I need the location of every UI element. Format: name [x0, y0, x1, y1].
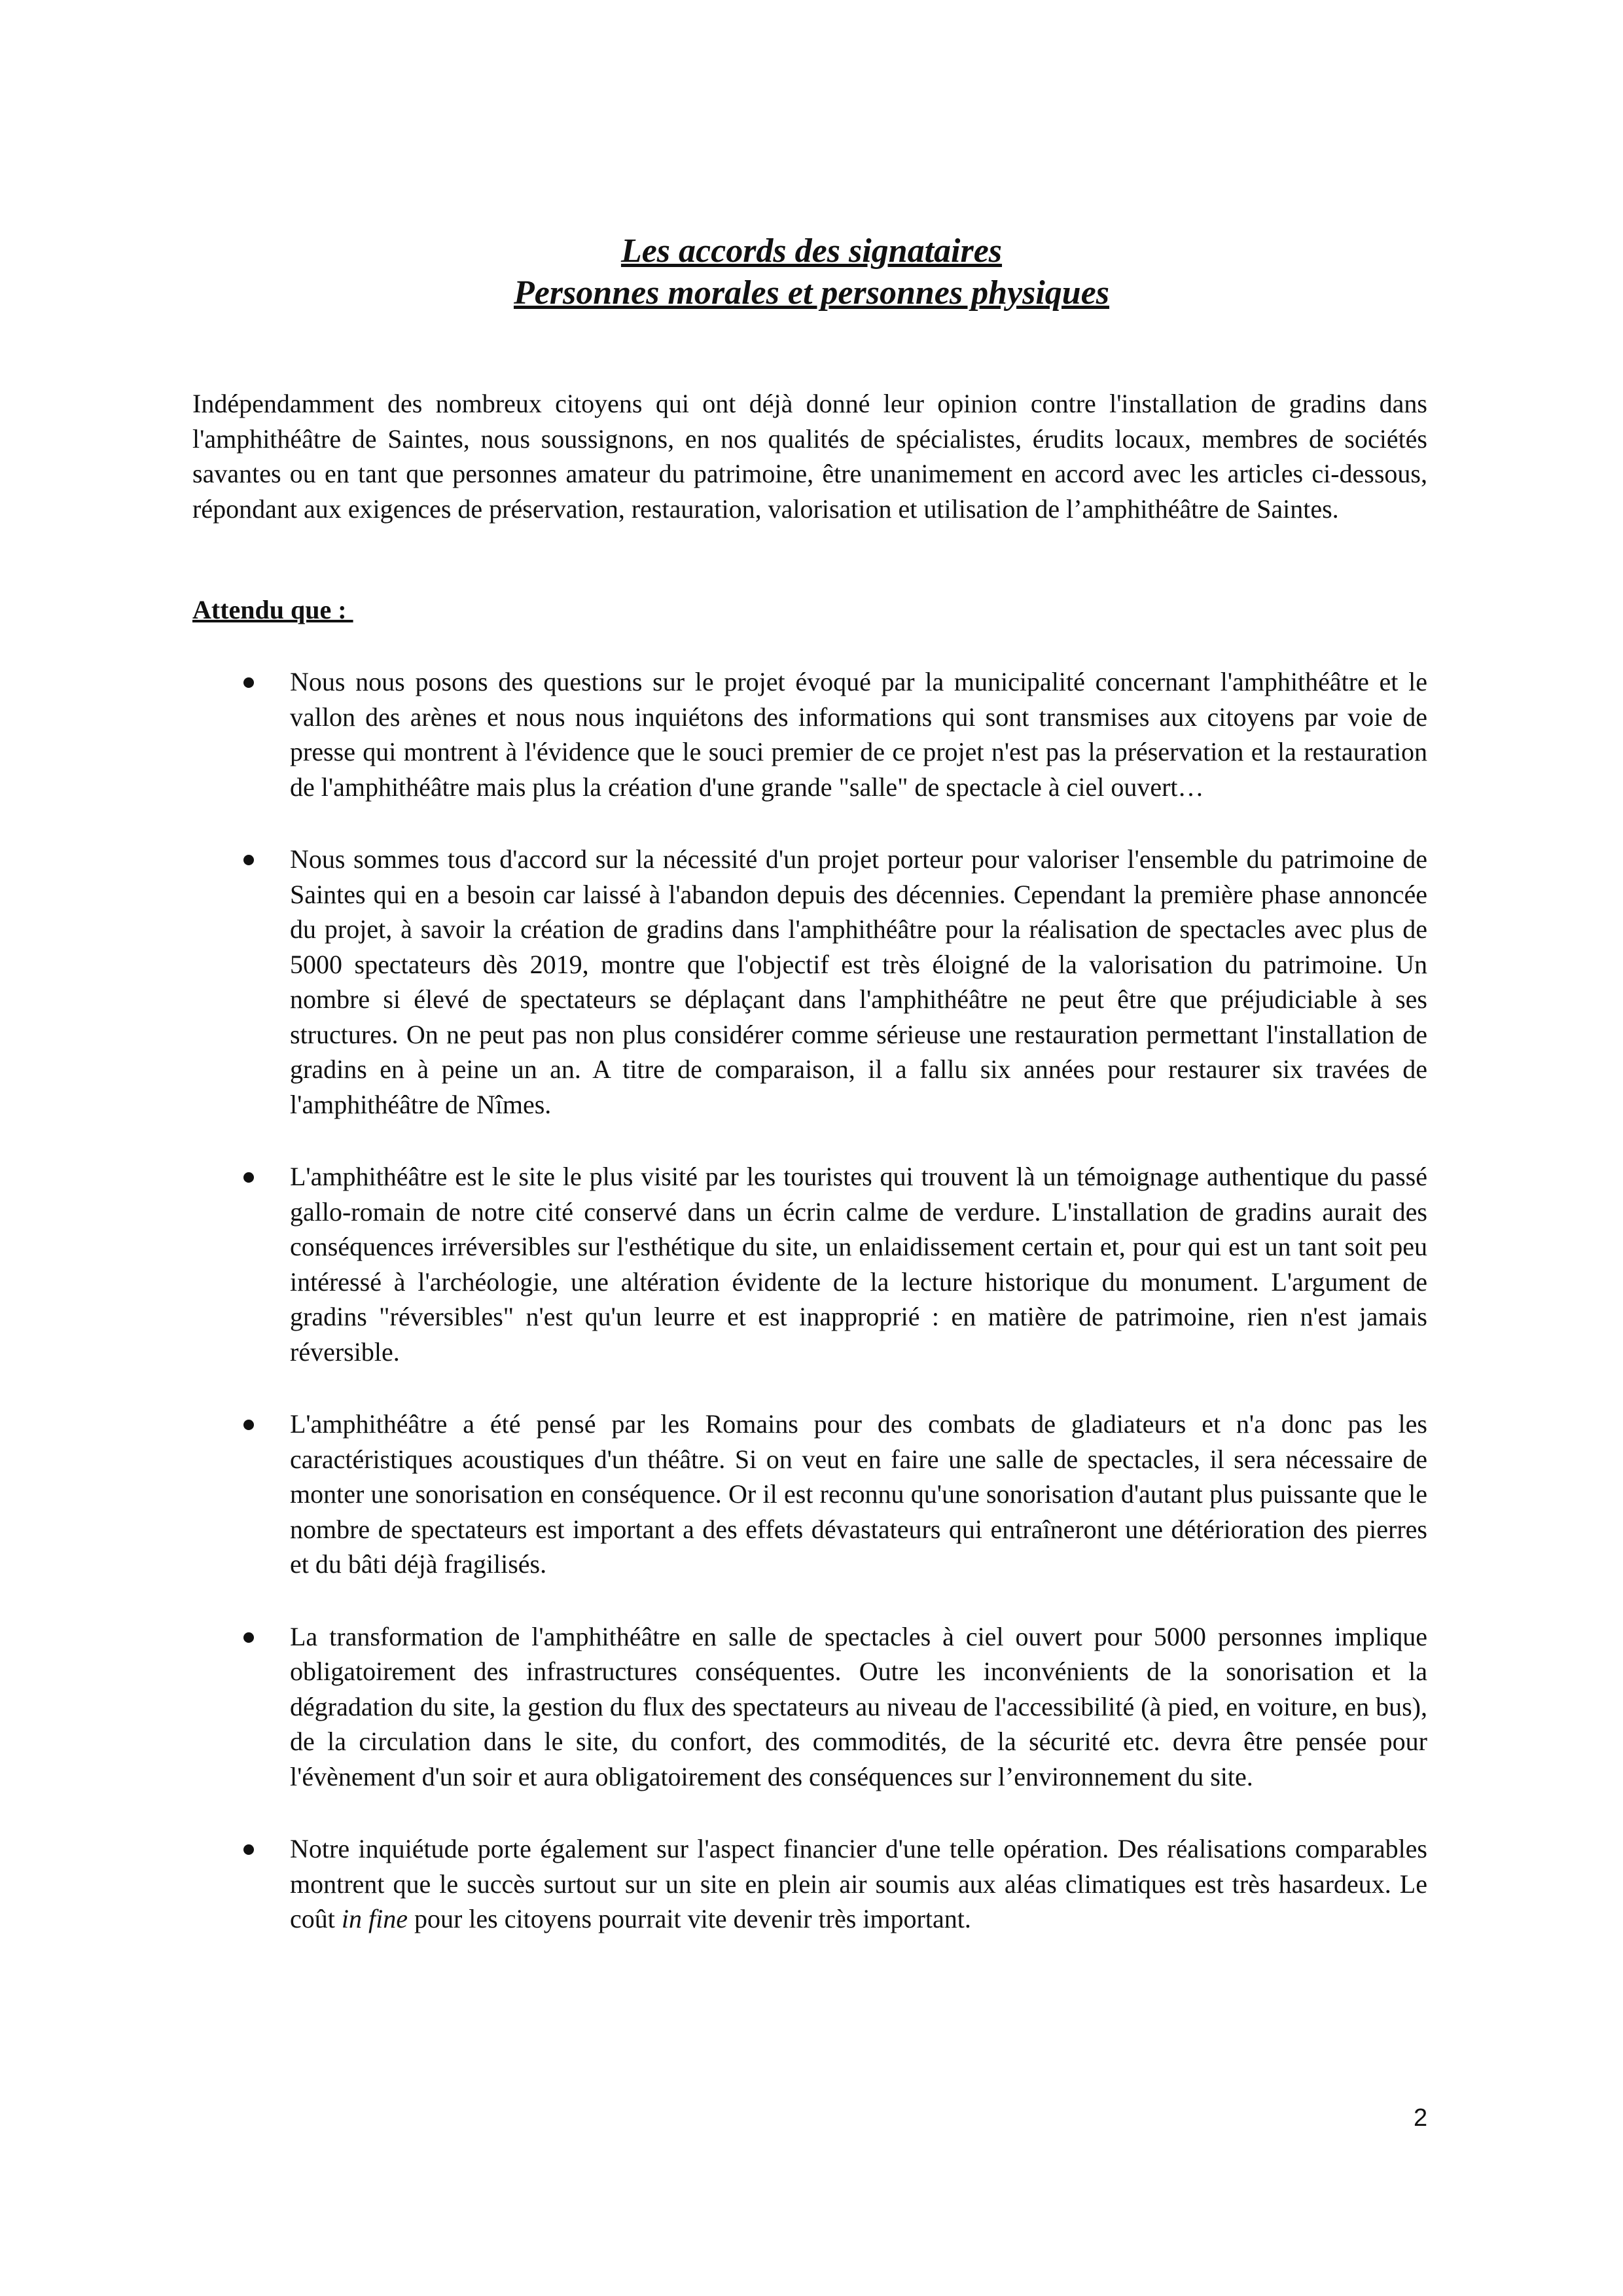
title-block [0, 230, 1623, 314]
list-item [0, 1159, 1427, 1369]
bullet-icon [243, 1420, 254, 1430]
intro-paragraph: Indépendamment des nombreux citoyens qui ont déjà donné leur opinion contre l'installation de gradins dans l'amphithéâtre de Saintes, nous soussignons, en nos qualités de spécialistes, érudits locaux, membres de sociétés savantes ou en tant que personnes amateur du patrimoine, être unanimement en accord avec les articles ci-dessous, répondant aux exigences de préservation, restauration, valorisation et utilisation de l’amphithéâtre de Saintes. [192, 389, 1427, 524]
bullet-text: L'amphithéâtre est le site le plus visité par les touristes qui trouvent là un témoignage authentique du passé gallo-romain de notre cité conservé dans un écrin calme de verdure. L'installation de gradins aurait des conséquences irréversibles sur l'esthétique du site, un enlaidissement certain et, pour qui est un tant soit peu intéressé à l'archéologie, une altération évidente de la lecture historique du monument. L'argument de gradins "réversibles" n'est qu'un leurre et est inapproprié : en matière de patrimoine, rien n'est jamais réversible. [290, 1162, 1427, 1367]
list-item [0, 1407, 1427, 1582]
bullet-icon [243, 1172, 254, 1183]
list-item [0, 1619, 1427, 1795]
bullet-list [0, 664, 1623, 1974]
bullet-text: Nous sommes tous d'accord sur la nécessité d'un projet porteur pour valoriser l'ensemble du patrimoine de Saintes qui en a besoin car laissé à l'abandon depuis des décennies. Cependant la première phase annoncée du projet, à savoir la création de gradins dans l'amphithéâtre pour la réalisation de spectacles avec plus de 5000 spectateurs dès 2019, montre que l'objectif est très éloigné de la valorisation du patrimoine. Un nombre si élevé de spectateurs se déplaçant dans l'amphithéâtre ne peut être que préjudiciable à ses structures. On ne peut pas non plus considérer comme sérieuse une restauration permettant l'installation de gradins en à peine un an. A titre de comparaison, il a fallu six années pour restaurer six travées de l'amphithéâtre de Nîmes. [290, 844, 1427, 1119]
bullet-icon [243, 855, 254, 865]
bullet-text: L'amphithéâtre a été pensé par les Romains pour des combats de gladiateurs et n'a donc pas les caractéristiques acoustiques d'un théâtre. Si on veut en faire une salle de spectacles, il sera nécessaire de monter une sonorisation en conséquence. Or il est reconnu qu'une sonorisation d'autant plus puissante que le nombre de spectateurs est important a des effets dévastateurs qui entraîneront une détérioration des pierres et du bâti déjà fragilisés. [290, 1409, 1427, 1579]
bullet-text: La transformation de l'amphithéâtre en salle de spectacles à ciel ouvert pour 5000 personnes implique obligatoirement des infrastructures conséquentes. Outre les inconvénients de la sonorisation et la dégradation du site, la gestion du flux des spectateurs au niveau de l'accessibilité (à pied, en voiture, en bus), de la circulation dans le site, du confort, des commodités, de la sécurité etc. devra être pensée pour l'évènement d'un soir et aura obligatoirement des conséquences sur l’environnement du site. [290, 1621, 1427, 1791]
bullet-icon [243, 1632, 254, 1643]
list-item [0, 664, 1427, 804]
title-line-1: Les accords des signataires [620, 232, 1003, 270]
bullet-text: Nous nous posons des questions sur le projet évoqué par la municipalité concernant l'amphithéâtre et le vallon des arènes et nous nous inquiétons des informations qui sont transmises aux citoyens par voie de presse qui montrent à l'évidence que le souci premier de ce projet n'est pas la préservation et la restauration de l'amphithéâtre mais plus la création d'une grande "salle" de spectacle à ciel ouvert… [290, 667, 1427, 802]
attendu-heading: Attendu que : [192, 595, 353, 624]
bullet-icon [243, 1844, 254, 1855]
list-item [0, 842, 1427, 1122]
bullet-text-start: Notre inquiétude porte également sur l'aspect financier d'une telle opération. Des réalisations comparables montrent que le succès surtout sur un site en plein air soumis aux aléas climatiques est très hasardeux. Le coût [290, 1834, 1427, 1933]
title-line-2: Personnes morales et personnes physiques [513, 274, 1110, 312]
list-item [0, 1831, 1427, 1937]
bullet-text-italic: in fine [341, 1904, 408, 1933]
page-number: 2 [1414, 2104, 1428, 2132]
bullet-text-end: pour les citoyens pourrait vite devenir très important. [407, 1904, 971, 1933]
bullet-icon [243, 677, 254, 688]
